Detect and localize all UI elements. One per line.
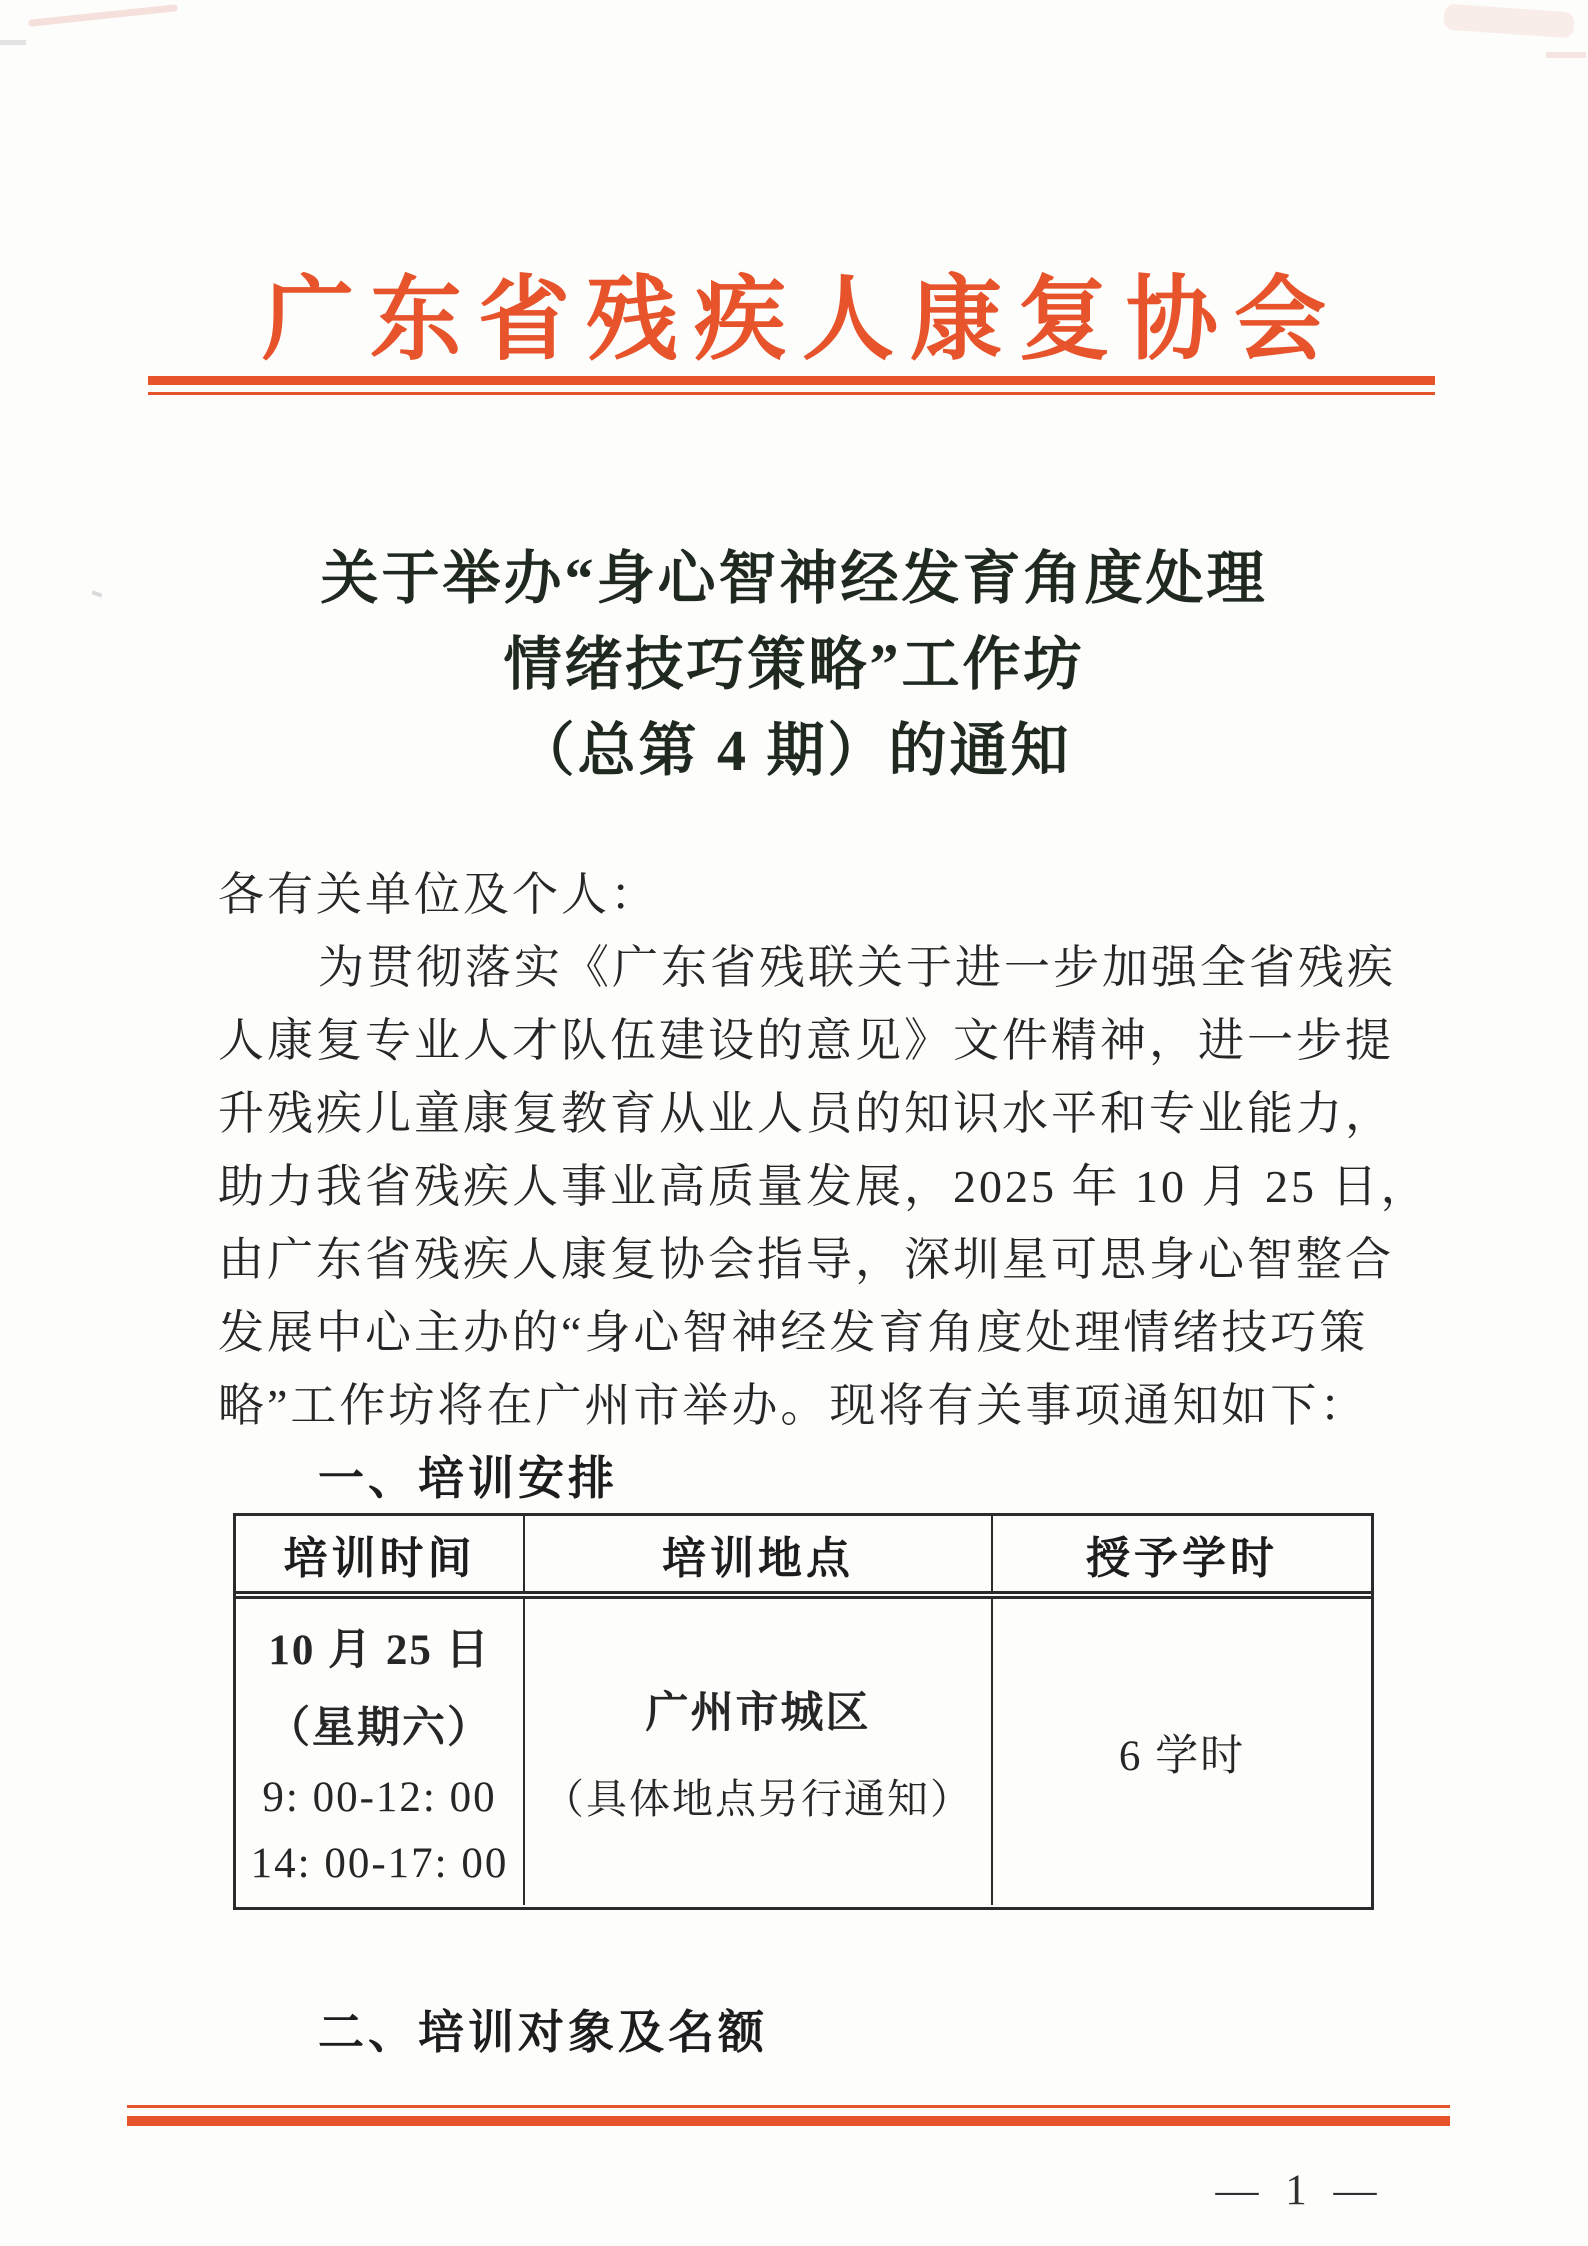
table-cell-hours — [993, 1599, 1371, 1905]
body-line: 升残疾儿童康复教育从业人员的知识水平和专业能力， — [218, 1088, 1394, 1139]
training-time-morning: 9: 00-12: 00 — [262, 1773, 497, 1821]
document-title-line-1: 关于举办“身心智神经发育角度处理 — [320, 546, 1268, 611]
scan-artifact — [1443, 3, 1574, 38]
table-header-time: 培训时间 — [236, 1516, 525, 1591]
footer-rule-thick — [127, 2116, 1450, 2126]
section-heading-trainees-quota: 二、培训对象及名额 — [318, 2006, 768, 2058]
body-line: 略”工作坊将在广州市举办。现将有关事项通知如下： — [218, 1380, 1369, 1431]
table-header-hours: 授予学时 — [1086, 1533, 1278, 1583]
table-header-location: 培训地点 — [525, 1516, 993, 1591]
section-heading-training-schedule: 一、培训安排 — [318, 1452, 618, 1504]
body-line: 助力我省残疾人事业高质量发展，2025 年 10 月 25 日， — [218, 1161, 1430, 1212]
footer-rule-thin — [127, 2105, 1450, 2108]
salutation: 各有关单位及个人： — [218, 869, 659, 920]
body-line: 由广东省残疾人康复协会指导，深圳星可思身心智整合 — [218, 1234, 1394, 1285]
table-header-row — [236, 1516, 1371, 1599]
training-location-note: （具体地点另行通知） — [543, 1776, 973, 1822]
document-title-line-2: 情绪技巧策略”工作坊 — [503, 632, 1085, 697]
table-cell-time — [236, 1599, 525, 1905]
body-line: 为贯彻落实《广东省残联关于进一步加强全省残疾 — [318, 942, 1396, 993]
body-line: 发展中心主办的“身心智神经发育角度处理情绪技巧策 — [218, 1307, 1369, 1358]
table-cell-location — [525, 1599, 993, 1905]
training-time-afternoon: 14: 00-17: 00 — [250, 1839, 509, 1887]
page-number: — 1 — — [1215, 2167, 1385, 2214]
letterhead-rule-thick — [148, 376, 1435, 385]
credit-hours: 6 学时 — [1118, 1732, 1246, 1780]
training-schedule-table — [233, 1513, 1374, 1910]
body-text — [218, 858, 1430, 1515]
training-date: 10 月 25 日 — [268, 1627, 491, 1675]
letterhead-org-name: 广东省残疾人康复协会 — [261, 269, 1342, 371]
training-location: 广州市城区 — [645, 1690, 871, 1737]
table-data-row — [236, 1599, 1371, 1905]
body-line: 人康复专业人才队伍建设的意见》文件精神，进一步提 — [218, 1015, 1394, 1066]
scan-artifact — [1546, 52, 1586, 58]
letterhead-rule-thin — [148, 392, 1435, 395]
scan-artifact — [0, 40, 26, 45]
training-weekday: （星期六） — [267, 1705, 492, 1753]
scan-artifact — [28, 4, 178, 27]
document-title-line-3: （总第 4 期）的通知 — [516, 718, 1072, 783]
document-title — [0, 536, 1588, 794]
